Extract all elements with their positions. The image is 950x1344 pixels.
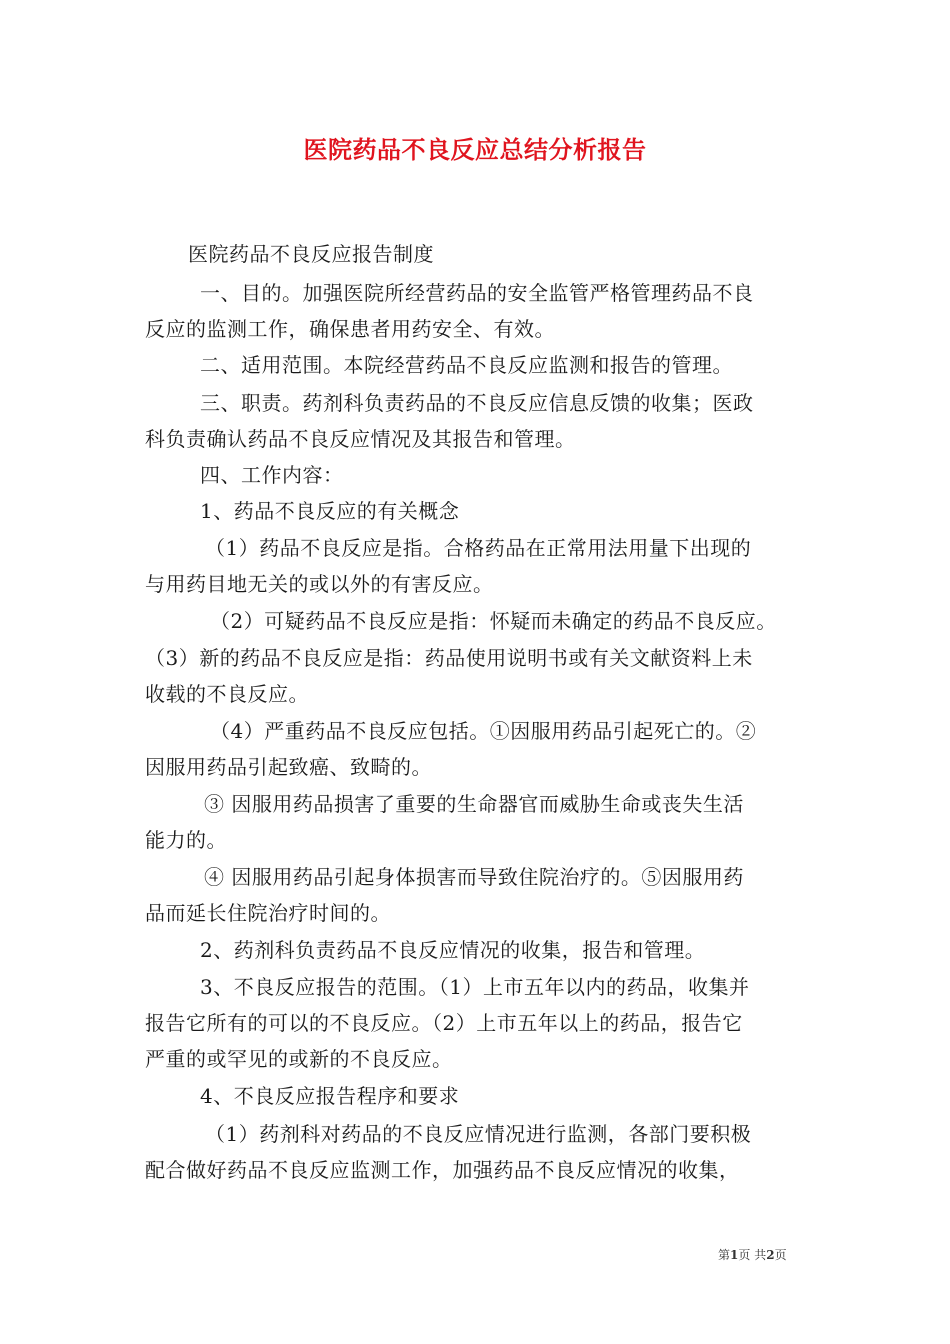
body-line: 配合做好药品不良反应监测工作，加强药品不良反应情况的收集， <box>145 1158 740 1182</box>
body-line: 3、不良反应报告的范围。（1）上市五年以内的药品，收集并 <box>200 975 750 999</box>
body-line: ③ 因服用药品损害了重要的生命器官而威胁生命或丧失生活 <box>204 792 744 816</box>
body-line: 三、职责。药剂科负责药品的不良反应信息反馈的收集；医政 <box>200 391 754 415</box>
body-line: 与用药目地无关的或以外的有害反应。 <box>145 572 494 596</box>
body-line: （1）药剂科对药品的不良反应情况进行监测，各部门要积极 <box>205 1122 752 1146</box>
body-line: 一、目的。加强医院所经营药品的安全监管严格管理药品不良 <box>200 281 754 305</box>
body-line: （2）可疑药品不良反应是指：怀疑而未确定的药品不良反应。 <box>210 609 777 633</box>
body-line: 二、适用范围。本院经营药品不良反应监测和报告的管理。 <box>200 353 733 377</box>
footer-prefix: 第 <box>718 1248 731 1262</box>
body-line: 严重的或罕见的或新的不良反应。 <box>145 1047 453 1071</box>
body-line: 能力的。 <box>145 828 227 852</box>
body-line: 报告它所有的可以的不良反应。（2）上市五年以上的药品，报告它 <box>145 1011 743 1035</box>
body-line: 1、药品不良反应的有关概念 <box>200 499 460 523</box>
body-line: 收载的不良反应。 <box>145 682 309 706</box>
body-line: 四、工作内容： <box>200 463 344 487</box>
current-page-number: 1 <box>730 1248 739 1262</box>
footer-middle: 页 共 <box>738 1248 767 1262</box>
body-line: 因服用药品引起致癌、致畸的。 <box>145 755 432 779</box>
body-line: 2、药剂科负责药品不良反应情况的收集，报告和管理。 <box>200 938 706 962</box>
body-line: （3）新的药品不良反应是指：药品使用说明书或有关文献资料上未 <box>145 646 753 670</box>
body-line: 4、不良反应报告程序和要求 <box>200 1084 460 1108</box>
body-line: （4）严重药品不良反应包括。①因服用药品引起死亡的。② <box>210 719 757 743</box>
body-line: 医院药品不良反应报告制度 <box>188 242 434 266</box>
body-line: （1）药品不良反应是指。合格药品在正常用法用量下出现的 <box>205 536 752 560</box>
body-line: 品而延长住院治疗时间的。 <box>145 901 391 925</box>
total-pages-number: 2 <box>766 1248 775 1262</box>
document-title: 医院药品不良反应总结分析报告 <box>303 135 647 164</box>
body-line: 科负责确认药品不良反应情况及其报告和管理。 <box>145 427 576 451</box>
footer-suffix: 页 <box>774 1248 787 1262</box>
body-line: ④ 因服用药品引起身体损害而导致住院治疗的。⑤因服用药 <box>204 865 744 889</box>
page-footer <box>718 1246 787 1264</box>
body-line: 反应的监测工作，确保患者用药安全、有效。 <box>145 317 555 341</box>
